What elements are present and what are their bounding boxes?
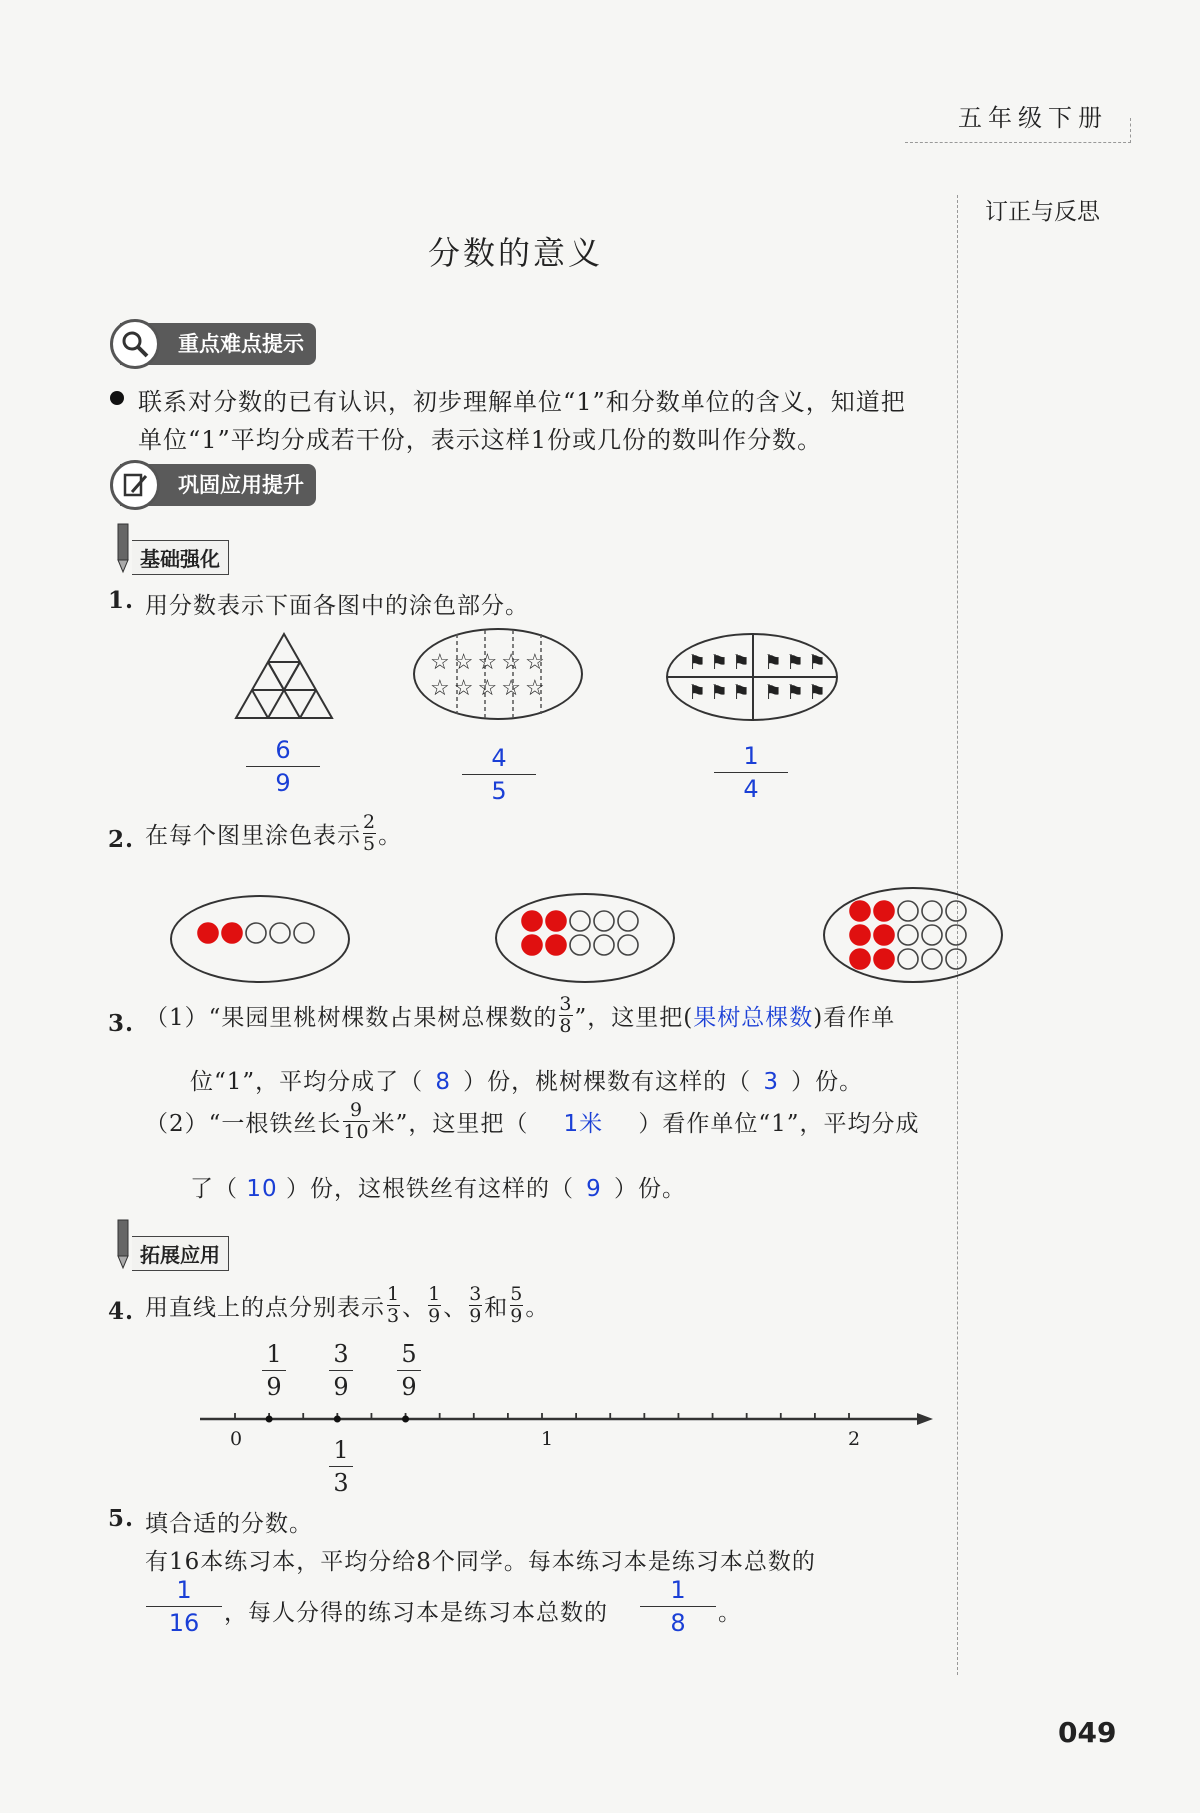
flag-icon: ⚑	[764, 650, 782, 674]
side-title: 订正与反思	[985, 199, 1100, 225]
q4-frac-4-d: 9	[510, 1305, 524, 1327]
nl-label-1-9	[262, 1338, 286, 1403]
q2-end: 。	[378, 823, 403, 849]
q3-p1-f: ）份。	[791, 1069, 864, 1095]
q4-and: 和	[484, 1295, 509, 1321]
extend-tag: 拓展应用	[132, 1236, 229, 1271]
q1-number: 1.	[108, 587, 135, 614]
q4-frac-3	[469, 1284, 482, 1327]
q4-frac-2	[428, 1284, 441, 1327]
filled-dot	[850, 925, 870, 945]
filled-dot	[850, 901, 870, 921]
grade-underline	[905, 118, 1131, 143]
empty-dot	[946, 901, 966, 921]
q1-text: 用分数表示下面各图中的涂色部分。	[145, 593, 529, 619]
q4-frac-3-n: 3	[469, 1283, 483, 1305]
star-icon: ☆	[501, 650, 521, 675]
empty-dot	[946, 925, 966, 945]
nl-tick-0: 0	[230, 1428, 243, 1450]
empty-dot	[294, 923, 314, 943]
filled-dot	[222, 923, 242, 943]
q4-end: 。	[525, 1295, 550, 1321]
q3-p1-c: )看作单	[813, 1005, 896, 1031]
flag-icon: ⚑	[808, 650, 826, 674]
star-icon: ☆	[524, 650, 545, 675]
key-points-line2: 单位“1”平均分成若干份，表示这样1份或几份的数叫作分数。	[138, 426, 823, 454]
q3-p1-b: ”，这里把(	[574, 1005, 694, 1031]
empty-dot	[898, 925, 918, 945]
q3-p2-b: 米”，这里把（	[371, 1111, 529, 1137]
number-line-point	[402, 1416, 409, 1423]
q4-frac-2-d: 9	[428, 1305, 442, 1327]
q5-mid: ，每人分得的练习本是练习本总数的	[224, 1600, 608, 1626]
pencil-icon-basic	[112, 522, 134, 578]
empty-dot	[594, 911, 614, 931]
filled-dot	[546, 935, 566, 955]
bullet-icon	[110, 391, 124, 405]
empty-dot	[898, 949, 918, 969]
q2-text: 在每个图里涂色表示	[145, 823, 361, 849]
q3-p1-fn: 3	[559, 993, 573, 1015]
triangle-figure	[234, 632, 334, 722]
q4-frac-3-d: 9	[469, 1305, 483, 1327]
nl-label-5-9-d: 9	[401, 1373, 417, 1401]
flag-icon: ⚑	[764, 680, 782, 704]
q2-line	[145, 812, 402, 855]
q3-part1-line2	[190, 1063, 863, 1096]
q1-answer-3[interactable]	[714, 740, 788, 805]
filled-dot	[850, 949, 870, 969]
basic-tag: 基础强化	[132, 540, 229, 575]
q3-p1-answer3[interactable]: 3	[763, 1069, 779, 1095]
arrow-right-icon	[917, 1413, 933, 1425]
q3-p1-answer2[interactable]: 8	[435, 1069, 451, 1095]
q4-frac-1-d: 3	[387, 1305, 401, 1327]
consolidate-badge-label: 巩固应用提升	[178, 473, 304, 497]
q5-answer-2[interactable]	[640, 1574, 716, 1639]
empty-dot	[898, 901, 918, 921]
star-icon: ☆	[524, 676, 545, 701]
q3-p2-answer1[interactable]: 1米	[563, 1111, 604, 1137]
page-title: 分数的意义	[428, 234, 604, 272]
flag-icon: ⚑	[786, 680, 804, 704]
q4-frac-4	[510, 1284, 523, 1327]
key-points-badge-label: 重点难点提示	[178, 332, 304, 356]
filled-dot	[198, 923, 218, 943]
empty-dot	[270, 923, 290, 943]
nl-label-1-3	[329, 1434, 353, 1499]
q3-p2-fd: 10	[343, 1121, 370, 1143]
empty-dot	[594, 935, 614, 955]
nl-tick-1: 1	[541, 1428, 554, 1450]
empty-dot	[618, 911, 638, 931]
nl-label-1-9-d: 9	[266, 1373, 282, 1401]
flag-icon: ⚑	[808, 680, 826, 704]
flag-icon: ⚑	[786, 650, 804, 674]
star-icon: ☆	[477, 676, 498, 701]
dots-group-2	[520, 908, 650, 968]
q5-answer-1[interactable]	[146, 1574, 222, 1639]
q5-line1: 有16本练习本，平均分给8个同学。每本练习本是练习本总数的	[145, 1549, 816, 1575]
stars-grid	[430, 650, 580, 702]
nl-label-1-3-d: 3	[333, 1469, 349, 1497]
q5-text: 填合适的分数。	[145, 1511, 313, 1537]
dots-group-3	[848, 898, 978, 978]
filled-dot	[874, 949, 894, 969]
q2-fraction-den: 5	[363, 833, 377, 855]
q3-p2-answer2[interactable]: 10	[246, 1176, 278, 1202]
nl-tick-2: 2	[848, 1428, 861, 1450]
flag-icon: ⚑	[688, 680, 706, 704]
magnifier-icon	[110, 319, 160, 369]
q4-text: 用直线上的点分别表示	[145, 1295, 385, 1321]
nl-label-5-9-n: 5	[401, 1340, 417, 1368]
filled-dot	[522, 911, 542, 931]
q3-p1-fd: 8	[559, 1015, 573, 1037]
q3-p1-fraction	[559, 994, 572, 1037]
q4-frac-4-n: 5	[510, 1283, 524, 1305]
star-icon: ☆	[453, 650, 474, 675]
empty-dot	[946, 949, 966, 969]
q1-answer-3-denominator: 4	[743, 775, 759, 803]
q3-p1-answer1[interactable]: 果树总棵数	[693, 1005, 814, 1031]
q4-line	[145, 1284, 549, 1327]
filled-dot	[546, 911, 566, 931]
q3-p2-fraction	[343, 1100, 369, 1143]
q5-answer-2-den: 8	[670, 1609, 686, 1637]
nl-label-3-9-d: 9	[333, 1373, 349, 1401]
filled-dot	[874, 901, 894, 921]
nl-label-1-9-n: 1	[266, 1340, 282, 1368]
grade-label: 五年级下册	[958, 104, 1108, 132]
flag-icon: ⚑	[732, 650, 750, 674]
q5-answer-1-num: 1	[176, 1576, 192, 1604]
q1-answer-2-denominator: 5	[491, 777, 507, 805]
q1-answer-2[interactable]	[462, 742, 536, 807]
q1-answer-1-numerator: 6	[275, 736, 291, 764]
star-icon: ☆	[430, 650, 450, 675]
star-icon: ☆	[501, 676, 521, 701]
q3-p2-a: （2）“一根铁丝长	[145, 1111, 342, 1137]
q4-frac-1	[387, 1284, 400, 1327]
q3-part2-line2	[190, 1170, 686, 1203]
nl-label-1-3-n: 1	[333, 1436, 349, 1464]
empty-dot	[922, 925, 942, 945]
nl-label-3-9-n: 3	[333, 1340, 349, 1368]
flag-icon: ⚑	[732, 680, 750, 704]
q1-answer-1[interactable]	[246, 734, 320, 799]
q4-number: 4.	[108, 1298, 135, 1325]
nl-label-5-9	[397, 1338, 421, 1403]
q3-number: 3.	[108, 1010, 135, 1037]
flags-grid	[688, 647, 838, 707]
q3-p2-c: ）看作单位“1”，平均分成	[638, 1111, 920, 1137]
q3-p1-e: ）份，桃树棵数有这样的（	[463, 1069, 752, 1095]
key-points-line1: 联系对分数的已有认识，初步理解单位“1”和分数单位的含义，知道把	[138, 388, 906, 416]
star-icon: ☆	[430, 676, 450, 701]
q3-part1-line1	[145, 994, 895, 1037]
q3-p2-f: ）份。	[614, 1176, 686, 1202]
empty-dot	[570, 911, 590, 931]
flag-icon: ⚑	[710, 680, 728, 704]
q3-p2-answer3[interactable]: 9	[586, 1176, 602, 1202]
filled-dot	[874, 925, 894, 945]
q2-number: 2.	[108, 826, 135, 853]
q5-end: 。	[718, 1600, 742, 1626]
q5-answer-1-den: 16	[168, 1609, 200, 1637]
filled-dot	[522, 935, 542, 955]
flag-icon: ⚑	[688, 650, 706, 674]
q3-part2-line1	[145, 1100, 920, 1143]
empty-dot	[246, 923, 266, 943]
empty-dot	[570, 935, 590, 955]
q3-p2-fn: 9	[349, 1099, 364, 1121]
q3-p1-d: 位“1”，平均分成了（	[190, 1069, 424, 1095]
q1-answer-1-denominator: 9	[275, 769, 291, 797]
empty-dot	[618, 935, 638, 955]
empty-dot	[922, 949, 942, 969]
number-line	[195, 1405, 935, 1445]
empty-dot	[922, 901, 942, 921]
q3-p2-d: 了（	[190, 1176, 238, 1202]
notebook-pencil-icon	[110, 460, 160, 510]
q4-sep-1: 、	[402, 1295, 427, 1321]
q4-frac-2-n: 1	[428, 1283, 442, 1305]
q2-fraction	[363, 812, 376, 855]
flag-icon: ⚑	[710, 650, 728, 674]
number-line-point	[266, 1416, 273, 1423]
q1-answer-2-numerator: 4	[491, 744, 507, 772]
q2-fraction-num: 2	[363, 811, 377, 833]
dots-group-1	[196, 920, 326, 950]
q5-number: 5.	[108, 1505, 135, 1532]
q4-sep-2: 、	[443, 1295, 468, 1321]
star-icon: ☆	[453, 676, 474, 701]
q4-frac-1-n: 1	[387, 1283, 401, 1305]
page-number: 049	[1058, 1716, 1117, 1749]
star-icon: ☆	[477, 650, 498, 675]
nl-label-3-9	[329, 1338, 353, 1403]
q3-p2-e: ）份，这根铁丝有这样的（	[286, 1176, 574, 1202]
q1-answer-3-numerator: 1	[743, 742, 759, 770]
q3-p1-a: （1）“果园里桃树棵数占果树总棵数的	[145, 1005, 558, 1031]
pencil-icon-extend	[112, 1218, 134, 1274]
q5-answer-2-num: 1	[670, 1576, 686, 1604]
number-line-point	[334, 1416, 341, 1423]
